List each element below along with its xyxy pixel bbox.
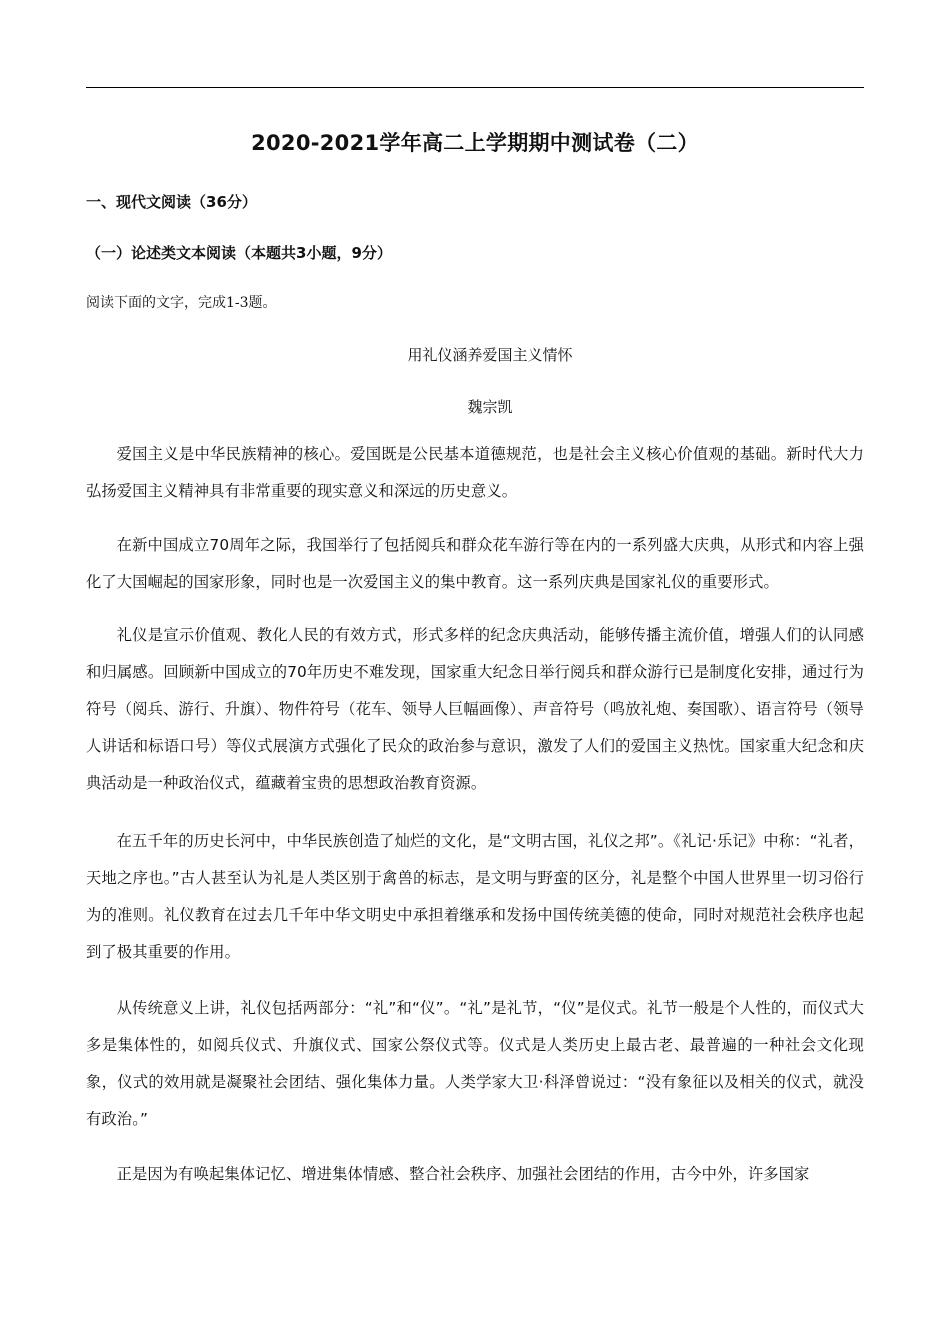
- reading-instruction: 阅读下面的文字，完成1-3题。: [86, 295, 277, 311]
- article-paragraph: 在五千年的历史长河中，中华民族创造了灿烂的文化，是“文明古国，礼仪之邦”。《礼记·乐记》中称：“礼者，天地之序也。”古人甚至认为礼是人类区别于禽兽的标志，是文明与野蛮的区分，礼是整个中国人世界里一切习俗行为的准则。礼仪教育在过去几千年中华文明史中承担着继承和发扬中国传统美德的使命，同时对规范社会秩序也起到了极其重要的作用。: [86, 832, 864, 961]
- header-rule: [86, 87, 864, 88]
- page-title: 2020-2021学年高二上学期期中测试卷（二）: [251, 131, 699, 155]
- article-author: 魏宗凯: [467, 398, 513, 416]
- article-title: 用礼仪涵养爱国主义情怀: [407, 346, 573, 364]
- article-paragraph: 爱国主义是中华民族精神的核心。爱国既是公民基本道德规范，也是社会主义核心价值观的基础。新时代大力弘扬爱国主义精神具有非常重要的现实意义和深远的历史意义。: [86, 445, 864, 500]
- article-paragraph: 正是因为有唤起集体记忆、增进集体情感、整合社会秩序、加强社会团结的作用，古今中外，许多国家: [116, 1165, 810, 1183]
- article-paragraph: 礼仪是宣示价值观、教化人民的有效方式，形式多样的纪念庆典活动，能够传播主流价值，增强人们的认同感和归属感。回顾新中国成立的70年历史不难发现，国家重大纪念日举行阅兵和群众游行已是制度化安排，通过行为符号（阅兵、游行、升旗）、物件符号（花车、领导人巨幅画像）、声音符号（鸣放礼炮、奏国歌）、语言符号（领导人讲话和标语口号）等仪式展演方式强化了民众的政治参与意识，激发了人们的爱国主义热忱。国家重大纪念和庆典活动是一种政治仪式，蕴藏着宝贵的思想政治教育资源。: [86, 626, 864, 792]
- article-paragraph: 从传统意义上讲，礼仪包括两部分：“礼”和“仪”。“礼”是礼节，“仪”是仪式。礼节一般是个人性的，而仪式大多是集体性的，如阅兵仪式、升旗仪式、国家公祭仪式等。仪式是人类历史上最古老、最普遍的一种社会文化现象，仪式的效用就是凝聚社会团结、强化集体力量。人类学家大卫·科泽曾说过：“没有象征以及相关的仪式，就没有政治。”: [86, 999, 864, 1128]
- section-heading: 一、现代文阅读（36分）: [86, 193, 257, 211]
- subsection-heading: （一）论述类文本阅读（本题共3小题，9分）: [86, 244, 392, 262]
- article-paragraph: 在新中国成立70周年之际，我国举行了包括阅兵和群众花车游行等在内的一系列盛大庆典，从形式和内容上强化了大国崛起的国家形象，同时也是一次爱国主义的集中教育。这一系列庆典是国家礼仪的重要形式。: [86, 536, 864, 591]
